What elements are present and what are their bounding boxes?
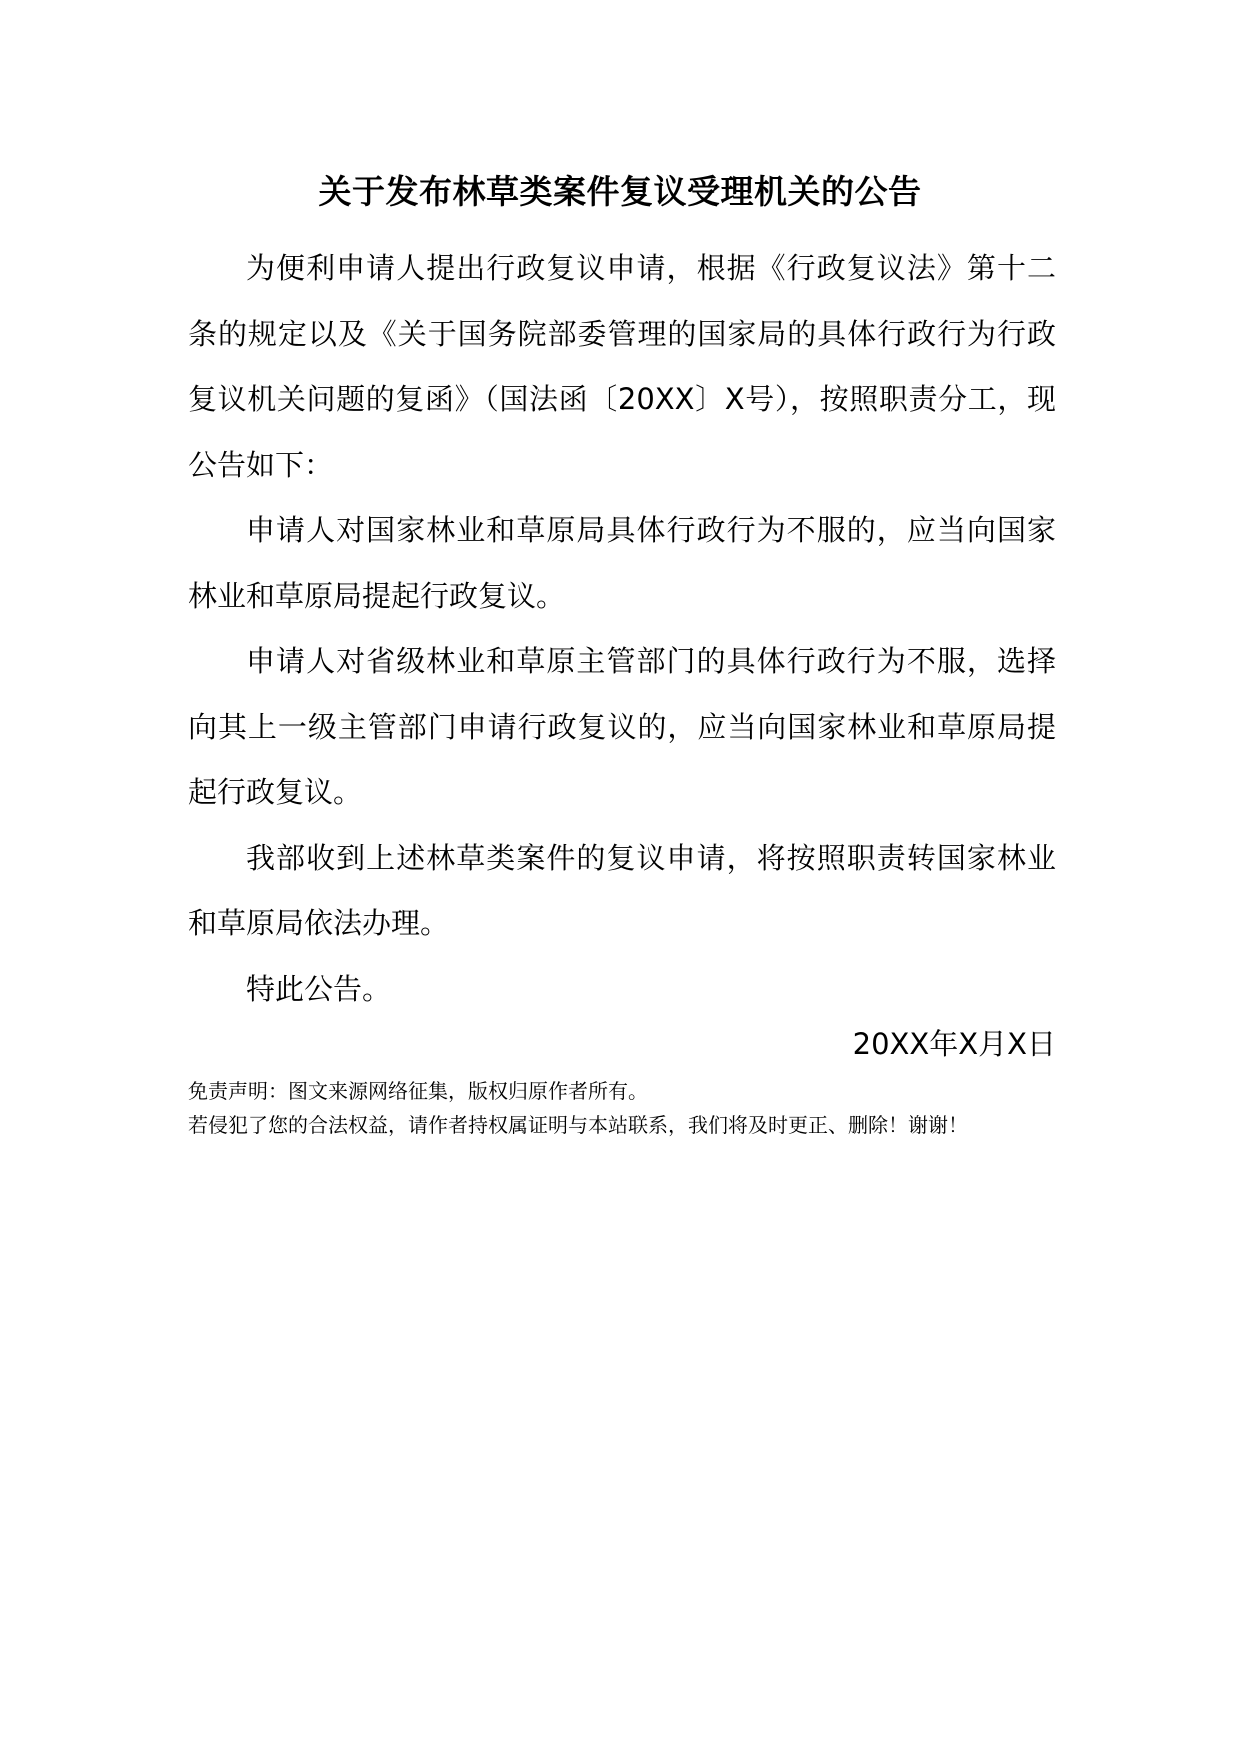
disclaimer bbox=[188, 1074, 1088, 1142]
paragraph-national-bureau: 申请人对国家林业和草原局具体行政行为不服的，应当向国家林业和草原局提起行政复议。 bbox=[188, 513, 1056, 613]
disclaimer-line-copyright: 免责声明：图文来源网络征集，版权归原作者所有。 bbox=[188, 1079, 648, 1103]
paragraph-provincial-dept: 申请人对省级林业和草原主管部门的具体行政行为不服，选择向其上一级主管部门申请行政复议的，应当向国家林业和草原局提起行政复议。 bbox=[188, 644, 1056, 809]
paragraph-transfer: 我部收到上述林草类案件的复议申请，将按照职责转国家林业和草原局依法办理。 bbox=[188, 840, 1056, 940]
document-date: 20XX年X月X日 bbox=[852, 1027, 1056, 1061]
document-body bbox=[188, 236, 1056, 1022]
disclaimer-line-contact: 若侵犯了您的合法权益，请作者持权属证明与本站联系，我们将及时更正、删除！谢谢！ bbox=[188, 1113, 968, 1137]
document-title: 关于发布林草类案件复议受理机关的公告 bbox=[318, 172, 922, 211]
paragraph-intro: 为便利申请人提出行政复议申请，根据《行政复议法》第十二条的规定以及《关于国务院部委管理的国家局的具体行政行为行政复议机关问题的复函》（国法函〔20XX〕X号），按照职责分工，现公告如下： bbox=[188, 251, 1056, 482]
paragraph-closing: 特此公告。 bbox=[246, 971, 392, 1006]
